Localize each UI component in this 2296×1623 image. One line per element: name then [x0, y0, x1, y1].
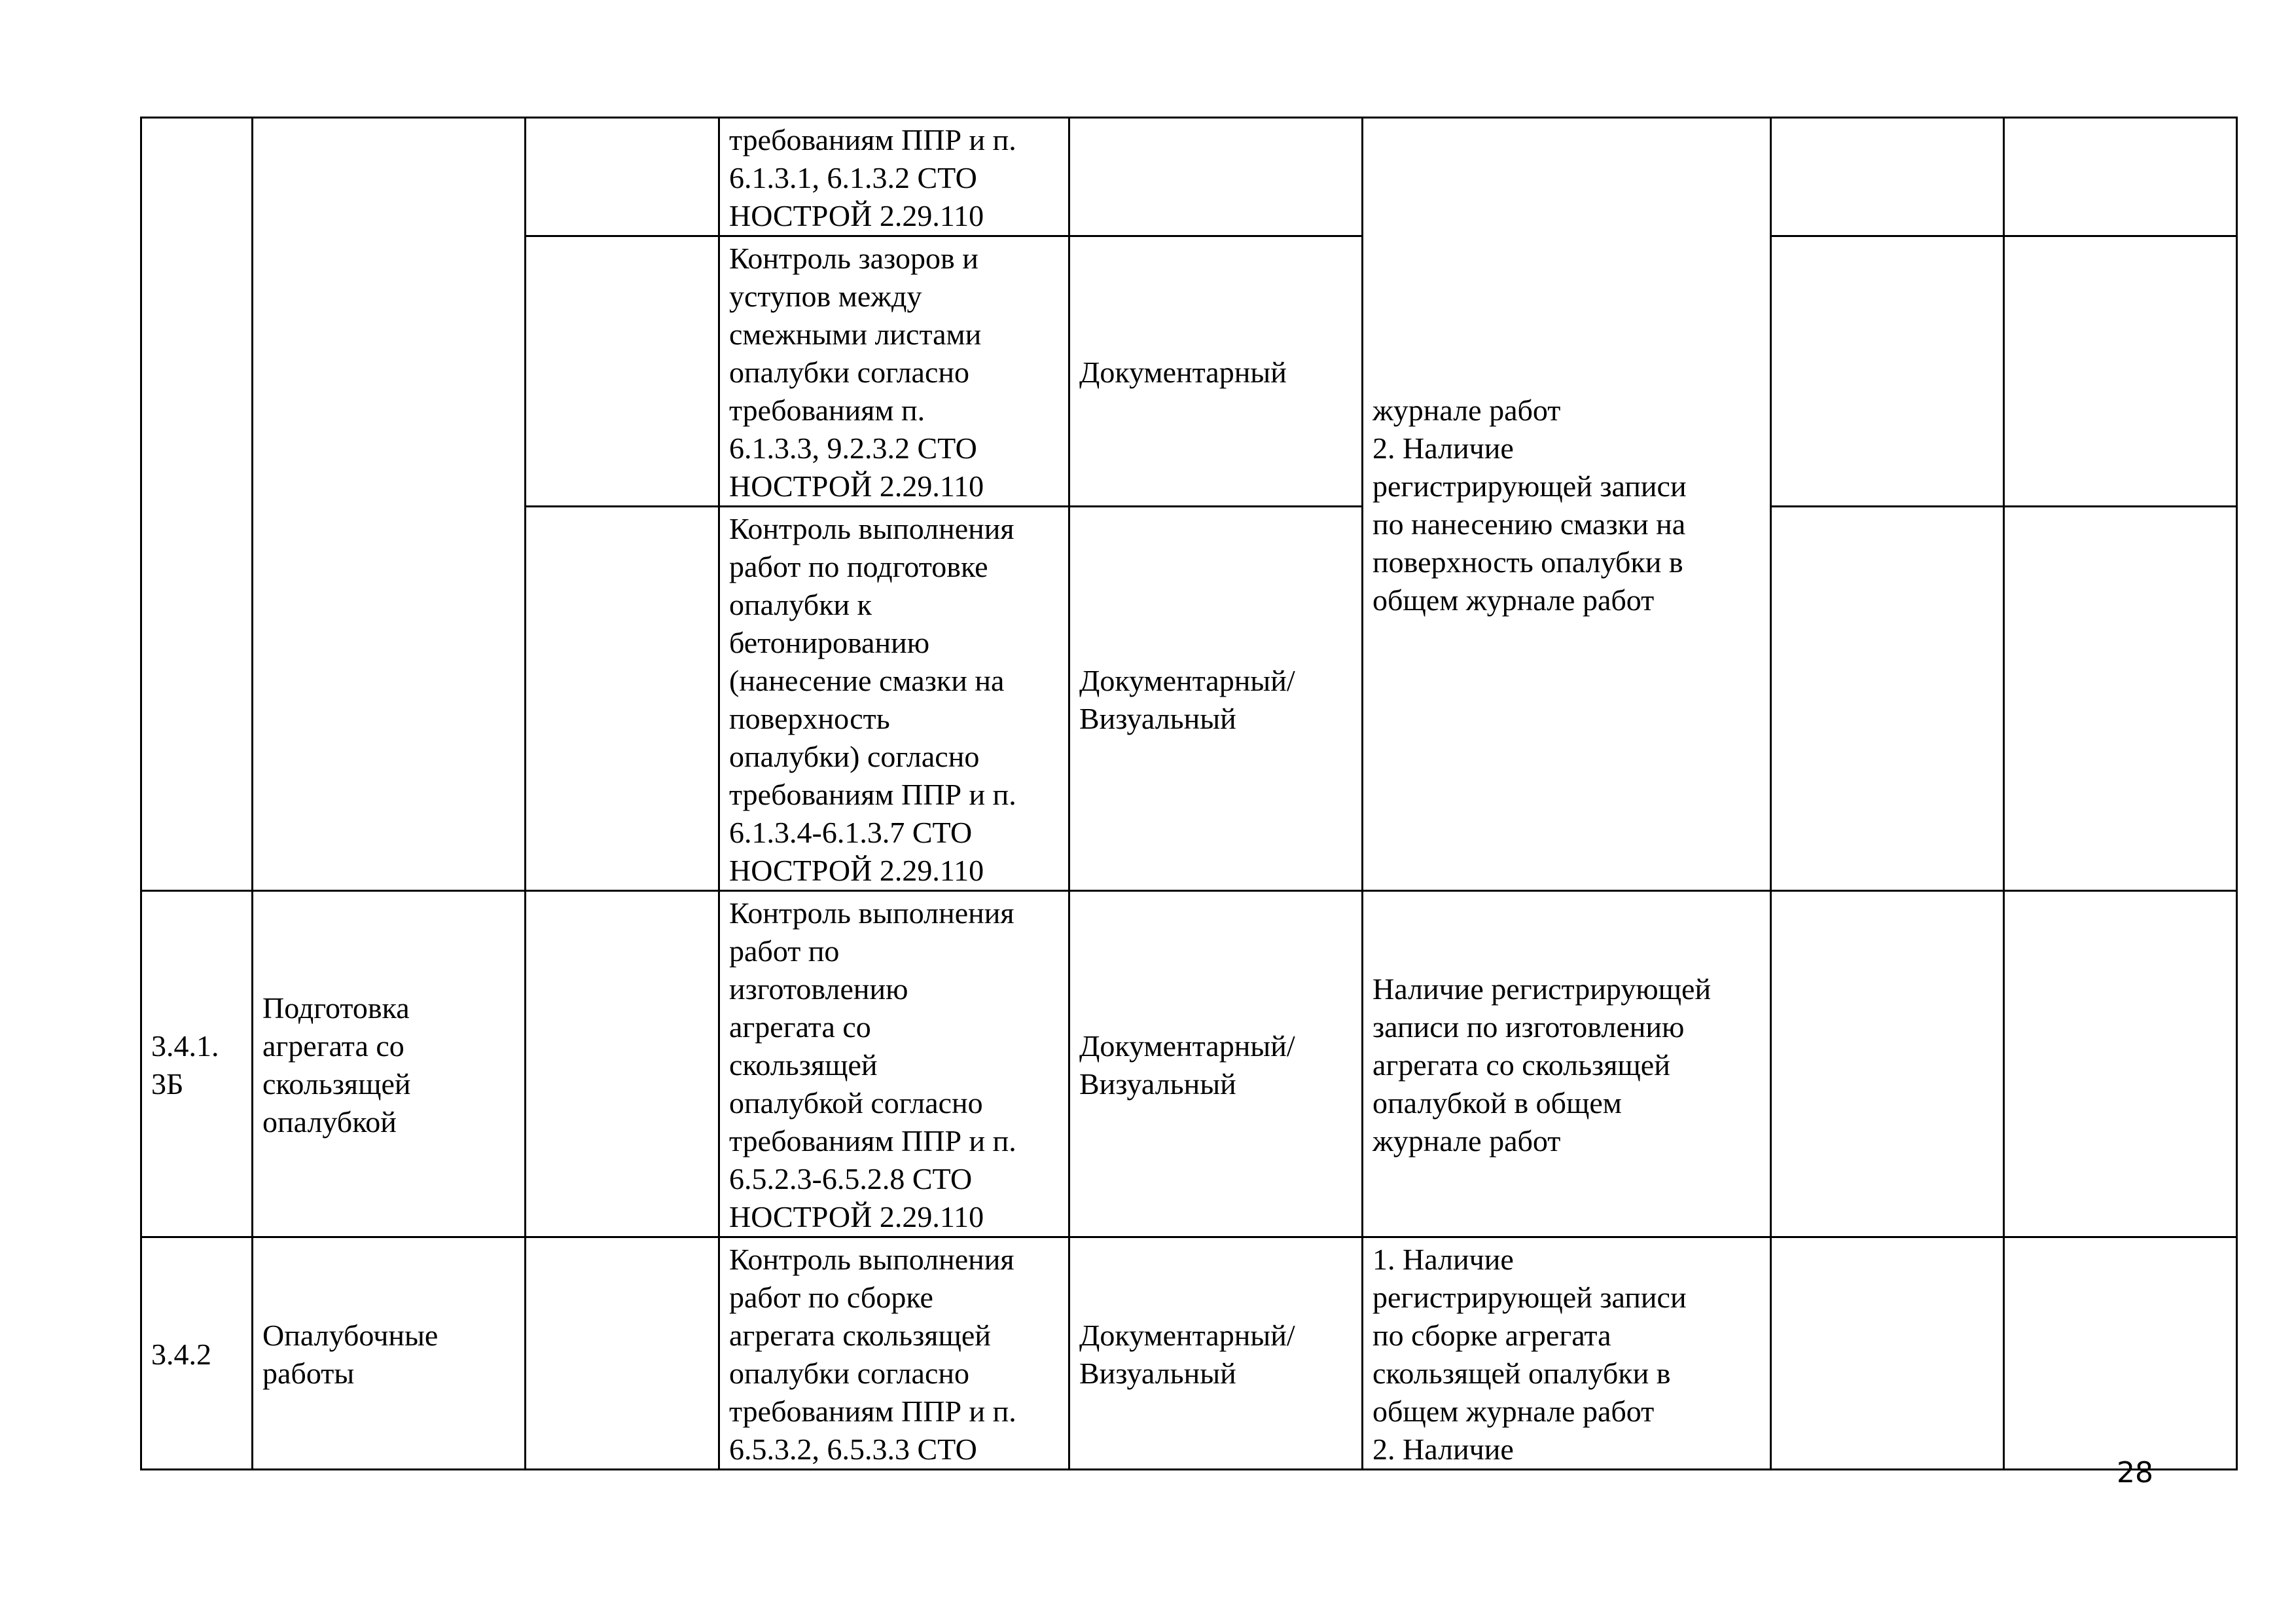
- item-number-cell: 3.4.2: [141, 1237, 253, 1470]
- stage-name-cell: Подготовка агрегата со скользящей опалубкой: [253, 891, 526, 1237]
- table-row: [141, 1237, 2237, 1470]
- control-operation-cell: требованиям ППР и п. 6.1.3.1, 6.1.3.2 СТО НОСТРОЙ 2.29.110: [719, 118, 1069, 236]
- stage-name-cell: Опалубочные работы: [253, 1237, 526, 1470]
- table-row: [141, 891, 2237, 1237]
- note-cell: [2004, 891, 2237, 1237]
- note-cell: [2004, 1237, 2237, 1470]
- control-method-cell: Документарный/ Визуальный: [1069, 507, 1363, 891]
- page-number: 28: [2117, 1456, 2153, 1489]
- control-method-cell: Документарный: [1069, 236, 1363, 507]
- note-cell: [2004, 118, 2237, 236]
- control-operation-cell: Контроль выполнения работ по сборке агрегата скользящей опалубки согласно требованиям ППР и п. 6.5.3.2, 6.5.3.3 СТО: [719, 1237, 1069, 1470]
- control-operation-cell: Контроль выполнения работ по подготовке опалубки к бетонированию (нанесение смазки на поверхность опалубки) согласно требованиям ППР и п. 6.1.3.4-6.1.3.7 СТО НОСТРОЙ 2.29.110: [719, 507, 1069, 891]
- result-cell: [1771, 236, 2004, 507]
- control-method-cell: Документарный/ Визуальный: [1069, 1237, 1363, 1470]
- blank-cell: [526, 236, 719, 507]
- control-operation-cell: Контроль выполнения работ по изготовлению агрегата со скользящей опалубкой согласно требованиям ППР и п. 6.5.2.3-6.5.2.8 СТО НОСТРОЙ 2.29.110: [719, 891, 1069, 1237]
- note-cell: [2004, 507, 2237, 891]
- item-number-cell: [141, 118, 253, 891]
- evidence-cell: журнале работ 2. Наличие регистрирующей записи по нанесению смазки на поверхность опалубки в общем журнале работ: [1363, 118, 1771, 891]
- table-row: [141, 118, 2237, 236]
- result-cell: [1771, 118, 2004, 236]
- control-method-cell: [1069, 118, 1363, 236]
- blank-cell: [526, 118, 719, 236]
- result-cell: [1771, 1237, 2004, 1470]
- item-number-cell: 3.4.1. 3Б: [141, 891, 253, 1237]
- stage-name-cell: [253, 118, 526, 891]
- result-cell: [1771, 507, 2004, 891]
- note-cell: [2004, 236, 2237, 507]
- inspection-table: [140, 117, 2238, 1470]
- evidence-cell: Наличие регистрирующей записи по изготовлению агрегата со скользящей опалубкой в общем журнале работ: [1363, 891, 1771, 1237]
- result-cell: [1771, 891, 2004, 1237]
- control-operation-cell: Контроль зазоров и уступов между смежными листами опалубки согласно требованиям п. 6.1.3.3, 9.2.3.2 СТО НОСТРОЙ 2.29.110: [719, 236, 1069, 507]
- evidence-cell: 1. Наличие регистрирующей записи по сборке агрегата скользящей опалубки в общем журнале работ 2. Наличие: [1363, 1237, 1771, 1470]
- blank-cell: [526, 507, 719, 891]
- control-method-cell: Документарный/ Визуальный: [1069, 891, 1363, 1237]
- blank-cell: [526, 891, 719, 1237]
- blank-cell: [526, 1237, 719, 1470]
